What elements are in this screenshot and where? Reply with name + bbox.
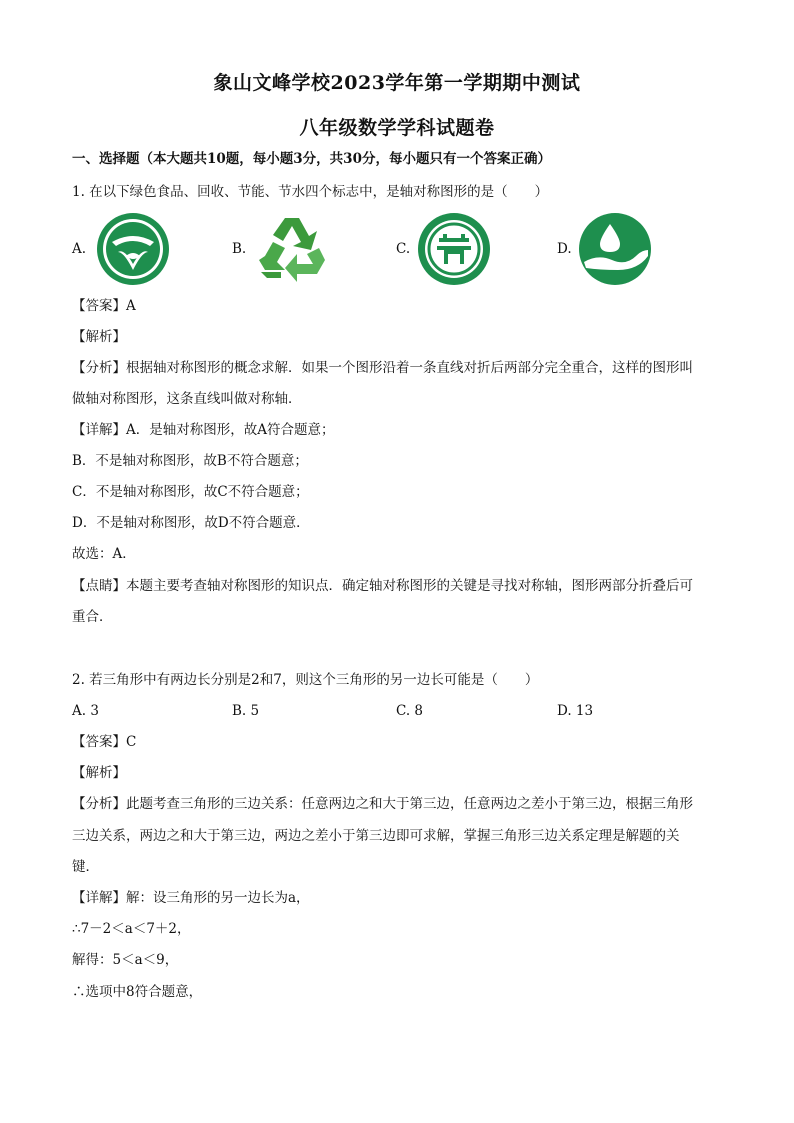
q2-answer: 【答案】C <box>72 734 137 750</box>
q2-analysis-label: 【解析】 <box>72 765 126 781</box>
q1-detail-line-1: 【详解】A．是轴对称图形，故A符合题意； <box>72 422 335 438</box>
q2-step-1: ∴7－2＜a＜7＋2， <box>72 921 191 937</box>
q1-option-d-label: D. <box>557 241 572 257</box>
q2-fenxi-line-3: 键． <box>72 859 99 875</box>
q2-option-b: B. 5 <box>232 703 260 719</box>
q2-step-3: ∴选项中8符合题意， <box>72 984 203 1000</box>
q2-option-c: C. 8 <box>396 703 424 719</box>
exam-subtitle: 八年级数学学科试题卷 <box>299 117 495 139</box>
q1-option-c-label: C. <box>396 241 411 257</box>
question-2-stem: 2. 若三角形中有两边长分别是2和7，则这个三角形的另一边长可能是（ ） <box>72 672 539 688</box>
water-saving-logo-icon <box>578 212 652 286</box>
q1-option-a-label: A. <box>72 241 87 257</box>
q1-analysis-label: 【解析】 <box>72 329 126 345</box>
q1-dianjing-line-2: 重合． <box>72 609 113 625</box>
q1-option-b-label: B. <box>232 241 247 257</box>
energy-saving-logo-icon <box>417 212 491 286</box>
recycle-logo-icon <box>255 212 329 286</box>
q1-detail-line-2: B．不是轴对称图形，故B不符合题意； <box>72 453 308 469</box>
q2-option-d: D. 13 <box>557 703 594 719</box>
q2-detail-line-1: 【详解】解：设三角形的另一边长为a， <box>72 890 310 906</box>
q1-answer: 【答案】A <box>72 298 136 314</box>
q2-fenxi-line-1: 【分析】此题考查三角形的三边关系：任意两边之和大于第三边，任意两边之差小于第三边，根据三角形 <box>72 796 693 812</box>
q2-step-2: 解得：5＜a＜9， <box>72 952 179 968</box>
q1-choice: 故选：A． <box>72 546 136 562</box>
q1-dianjing-line-1: 【点睛】本题主要考查轴对称图形的知识点．确定轴对称图形的关键是寻找对称轴，图形两部分折叠后可 <box>72 578 693 594</box>
section-heading: 一、选择题（本大题共10题，每小题3分，共30分，每小题只有一个答案正确） <box>72 151 551 167</box>
exam-title: 象山文峰学校2023学年第一学期期中测试 <box>213 72 581 94</box>
q2-fenxi-line-2: 三边关系，两边之和大于第三边，两边之差小于第三边即可求解，掌握三角形三边关系定理是解题的关 <box>72 828 680 844</box>
q1-detail-line-4: D．不是轴对称图形，故D不符合题意． <box>72 515 310 531</box>
q1-detail-line-3: C．不是轴对称图形，故C不符合题意； <box>72 484 309 500</box>
question-1-stem: 1. 在以下绿色食品、回收、节能、节水四个标志中，是轴对称图形的是（ ） <box>72 184 549 200</box>
q2-option-a: A. 3 <box>72 703 99 719</box>
q1-fenxi-line-1: 【分析】根据轴对称图形的概念求解．如果一个图形沿着一条直线对折后两部分完全重合，这样的图形叫 <box>72 360 693 376</box>
q1-fenxi-line-2: 做轴对称图形，这条直线叫做对称轴． <box>72 391 302 407</box>
green-food-logo-icon <box>96 212 170 286</box>
